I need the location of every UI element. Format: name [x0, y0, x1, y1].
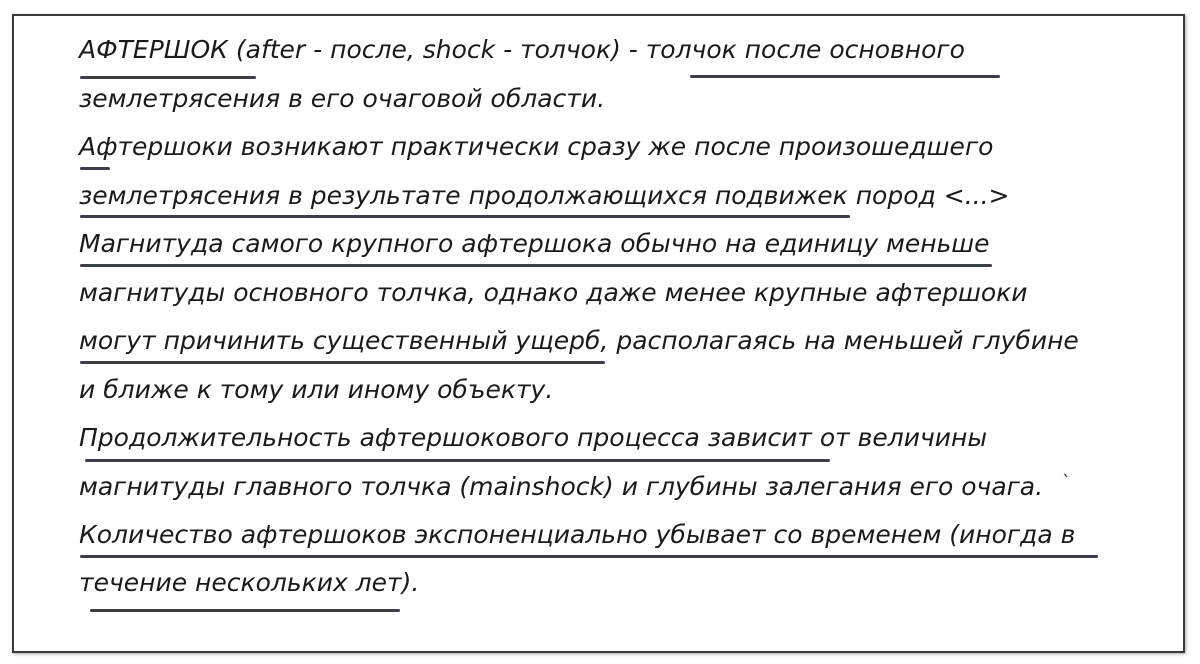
- text-line-2: землетрясения в его очаговой области.: [79, 84, 606, 113]
- underline-aftershocks-start: [80, 167, 110, 170]
- text-line-4: землетрясения в результате продолжающихся подвижек пород <...>: [79, 181, 1010, 210]
- text-line-5: Магнитуда самого крупного афтершока обычно на единицу меньше: [79, 229, 990, 258]
- text-line-7: могут причинить существенный ущерб, располагаясь на меньшей глубине: [79, 326, 1079, 355]
- underline-several-years: [90, 609, 400, 612]
- underline-magnitude-statement: [80, 264, 992, 267]
- text-line-9: Продолжительность афтершокового процесса зависит от величины: [79, 423, 988, 452]
- text-line-1: АФТЕРШОК (after - после, shock - толчок) - толчок после основного: [79, 35, 965, 64]
- text-line-8: и ближе к тому или иному объекту.: [79, 375, 554, 404]
- text-line-3: Афтершоки возникают практически сразу же после произошедшего: [79, 132, 994, 161]
- text-line-12: течение нескольких лет).: [79, 568, 420, 597]
- text-line-10: магнитуды главного толчка (mainshock) и глубины залегания его очага.: [79, 472, 1044, 501]
- text-line-11: Количество афтершоков экспоненциально убывает со временем (иногда в: [79, 520, 1076, 549]
- underline-process-duration: [85, 459, 830, 462]
- pen-mark: `: [1062, 472, 1071, 493]
- underline-main-shock-definition: [690, 75, 1000, 78]
- underline-rock-movements: [80, 215, 850, 218]
- underline-aftershock-term: [80, 76, 256, 79]
- underline-exponential-decay: [80, 555, 1098, 558]
- underline-significant-damage: [80, 361, 605, 364]
- text-line-6: магнитуды основного толчка, однако даже менее крупные афтершоки: [79, 278, 1028, 307]
